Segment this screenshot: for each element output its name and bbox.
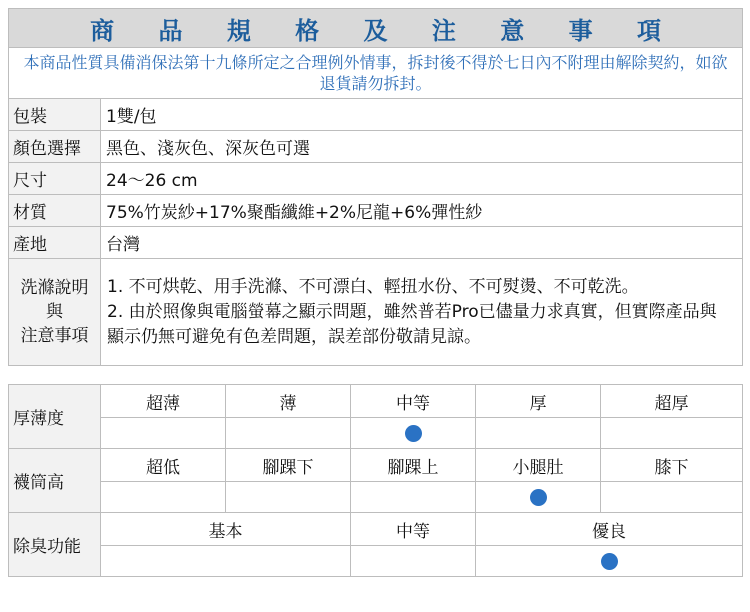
height-option: 小腿肚 xyxy=(476,449,601,482)
height-label: 襪筒高 xyxy=(9,449,101,513)
spec-value: 1雙/包 xyxy=(101,99,743,131)
thickness-option: 超薄 xyxy=(101,385,226,418)
deodorant-header-row xyxy=(9,513,743,546)
thickness-option: 超厚 xyxy=(601,385,743,418)
thickness-selected-marker xyxy=(405,425,422,442)
spec-row-size xyxy=(9,163,743,195)
spec-sheet xyxy=(8,8,742,577)
return-notice: 本商品性質具備消保法第十九條所定之合理例外情事，拆封後不得於七日內不附理由解除契約，如欲退貨請勿拆封。 xyxy=(9,48,743,99)
wash-notes xyxy=(101,259,743,366)
wash-label xyxy=(9,259,101,366)
spec-value: 台灣 xyxy=(101,227,743,259)
deodorant-selected-marker xyxy=(601,553,618,570)
deodorant-marker-cell xyxy=(351,546,476,577)
spec-value: 24～26 cm xyxy=(101,163,743,195)
spec-value: 75%竹炭紗+17%聚酯纖維+2%尼龍+6%彈性紗 xyxy=(101,195,743,227)
wash-label-line2: 與 xyxy=(46,302,63,322)
thickness-header-row xyxy=(9,385,743,418)
deodorant-option: 優良 xyxy=(476,513,743,546)
thickness-marker-cell xyxy=(101,418,226,449)
wash-note-1: 1. 不可烘乾、用手洗滌、不可漂白、輕扭水份、不可熨燙、不可乾洗。 xyxy=(107,276,639,297)
deodorant-marker-cell xyxy=(476,546,743,577)
deodorant-marker-cell xyxy=(101,546,351,577)
deodorant-label: 除臭功能 xyxy=(9,513,101,577)
height-marker-cell xyxy=(101,482,226,513)
spec-label: 尺寸 xyxy=(9,163,101,195)
height-marker-row xyxy=(9,482,743,513)
wash-label-line1: 洗滌說明 xyxy=(20,278,89,298)
height-marker-cell xyxy=(351,482,476,513)
thickness-marker-cell xyxy=(601,418,743,449)
wash-label-line3: 注意事項 xyxy=(20,326,89,346)
height-option: 膝下 xyxy=(601,449,743,482)
spec-label: 包裝 xyxy=(9,99,101,131)
spec-label: 產地 xyxy=(9,227,101,259)
height-option: 腳踝下 xyxy=(226,449,351,482)
section-gap xyxy=(9,366,743,385)
thickness-marker-cell xyxy=(351,418,476,449)
spec-label: 材質 xyxy=(9,195,101,227)
height-marker-cell xyxy=(226,482,351,513)
thickness-marker-cell xyxy=(226,418,351,449)
height-header-row xyxy=(9,449,743,482)
spec-label: 顏色選擇 xyxy=(9,131,101,163)
wash-row xyxy=(9,259,743,366)
spec-row-colors xyxy=(9,131,743,163)
height-marker-cell xyxy=(601,482,743,513)
spec-table xyxy=(8,8,743,577)
deodorant-option: 中等 xyxy=(351,513,476,546)
thickness-marker-cell xyxy=(476,418,601,449)
thickness-option: 中等 xyxy=(351,385,476,418)
thickness-marker-row xyxy=(9,418,743,449)
deodorant-option: 基本 xyxy=(101,513,351,546)
thickness-option: 薄 xyxy=(226,385,351,418)
height-option: 超低 xyxy=(101,449,226,482)
height-marker-cell xyxy=(476,482,601,513)
wash-note-2: 2. 由於照像與電腦螢幕之顯示問題，雖然普若Pro已儘量力求真實，但實際產品與 顯示仍無可避免有色差問題，誤差部份敬請見諒。 xyxy=(107,301,717,347)
spec-row-packaging xyxy=(9,99,743,131)
thickness-option: 厚 xyxy=(476,385,601,418)
thickness-label: 厚薄度 xyxy=(9,385,101,449)
height-selected-marker xyxy=(530,489,547,506)
page-title: 商 品 規 格 及 注 意 事 項 xyxy=(9,9,743,48)
deodorant-marker-row xyxy=(9,546,743,577)
height-option: 腳踝上 xyxy=(351,449,476,482)
spec-row-origin xyxy=(9,227,743,259)
spec-value: 黑色、淺灰色、深灰色可選 xyxy=(101,131,743,163)
spec-row-material xyxy=(9,195,743,227)
